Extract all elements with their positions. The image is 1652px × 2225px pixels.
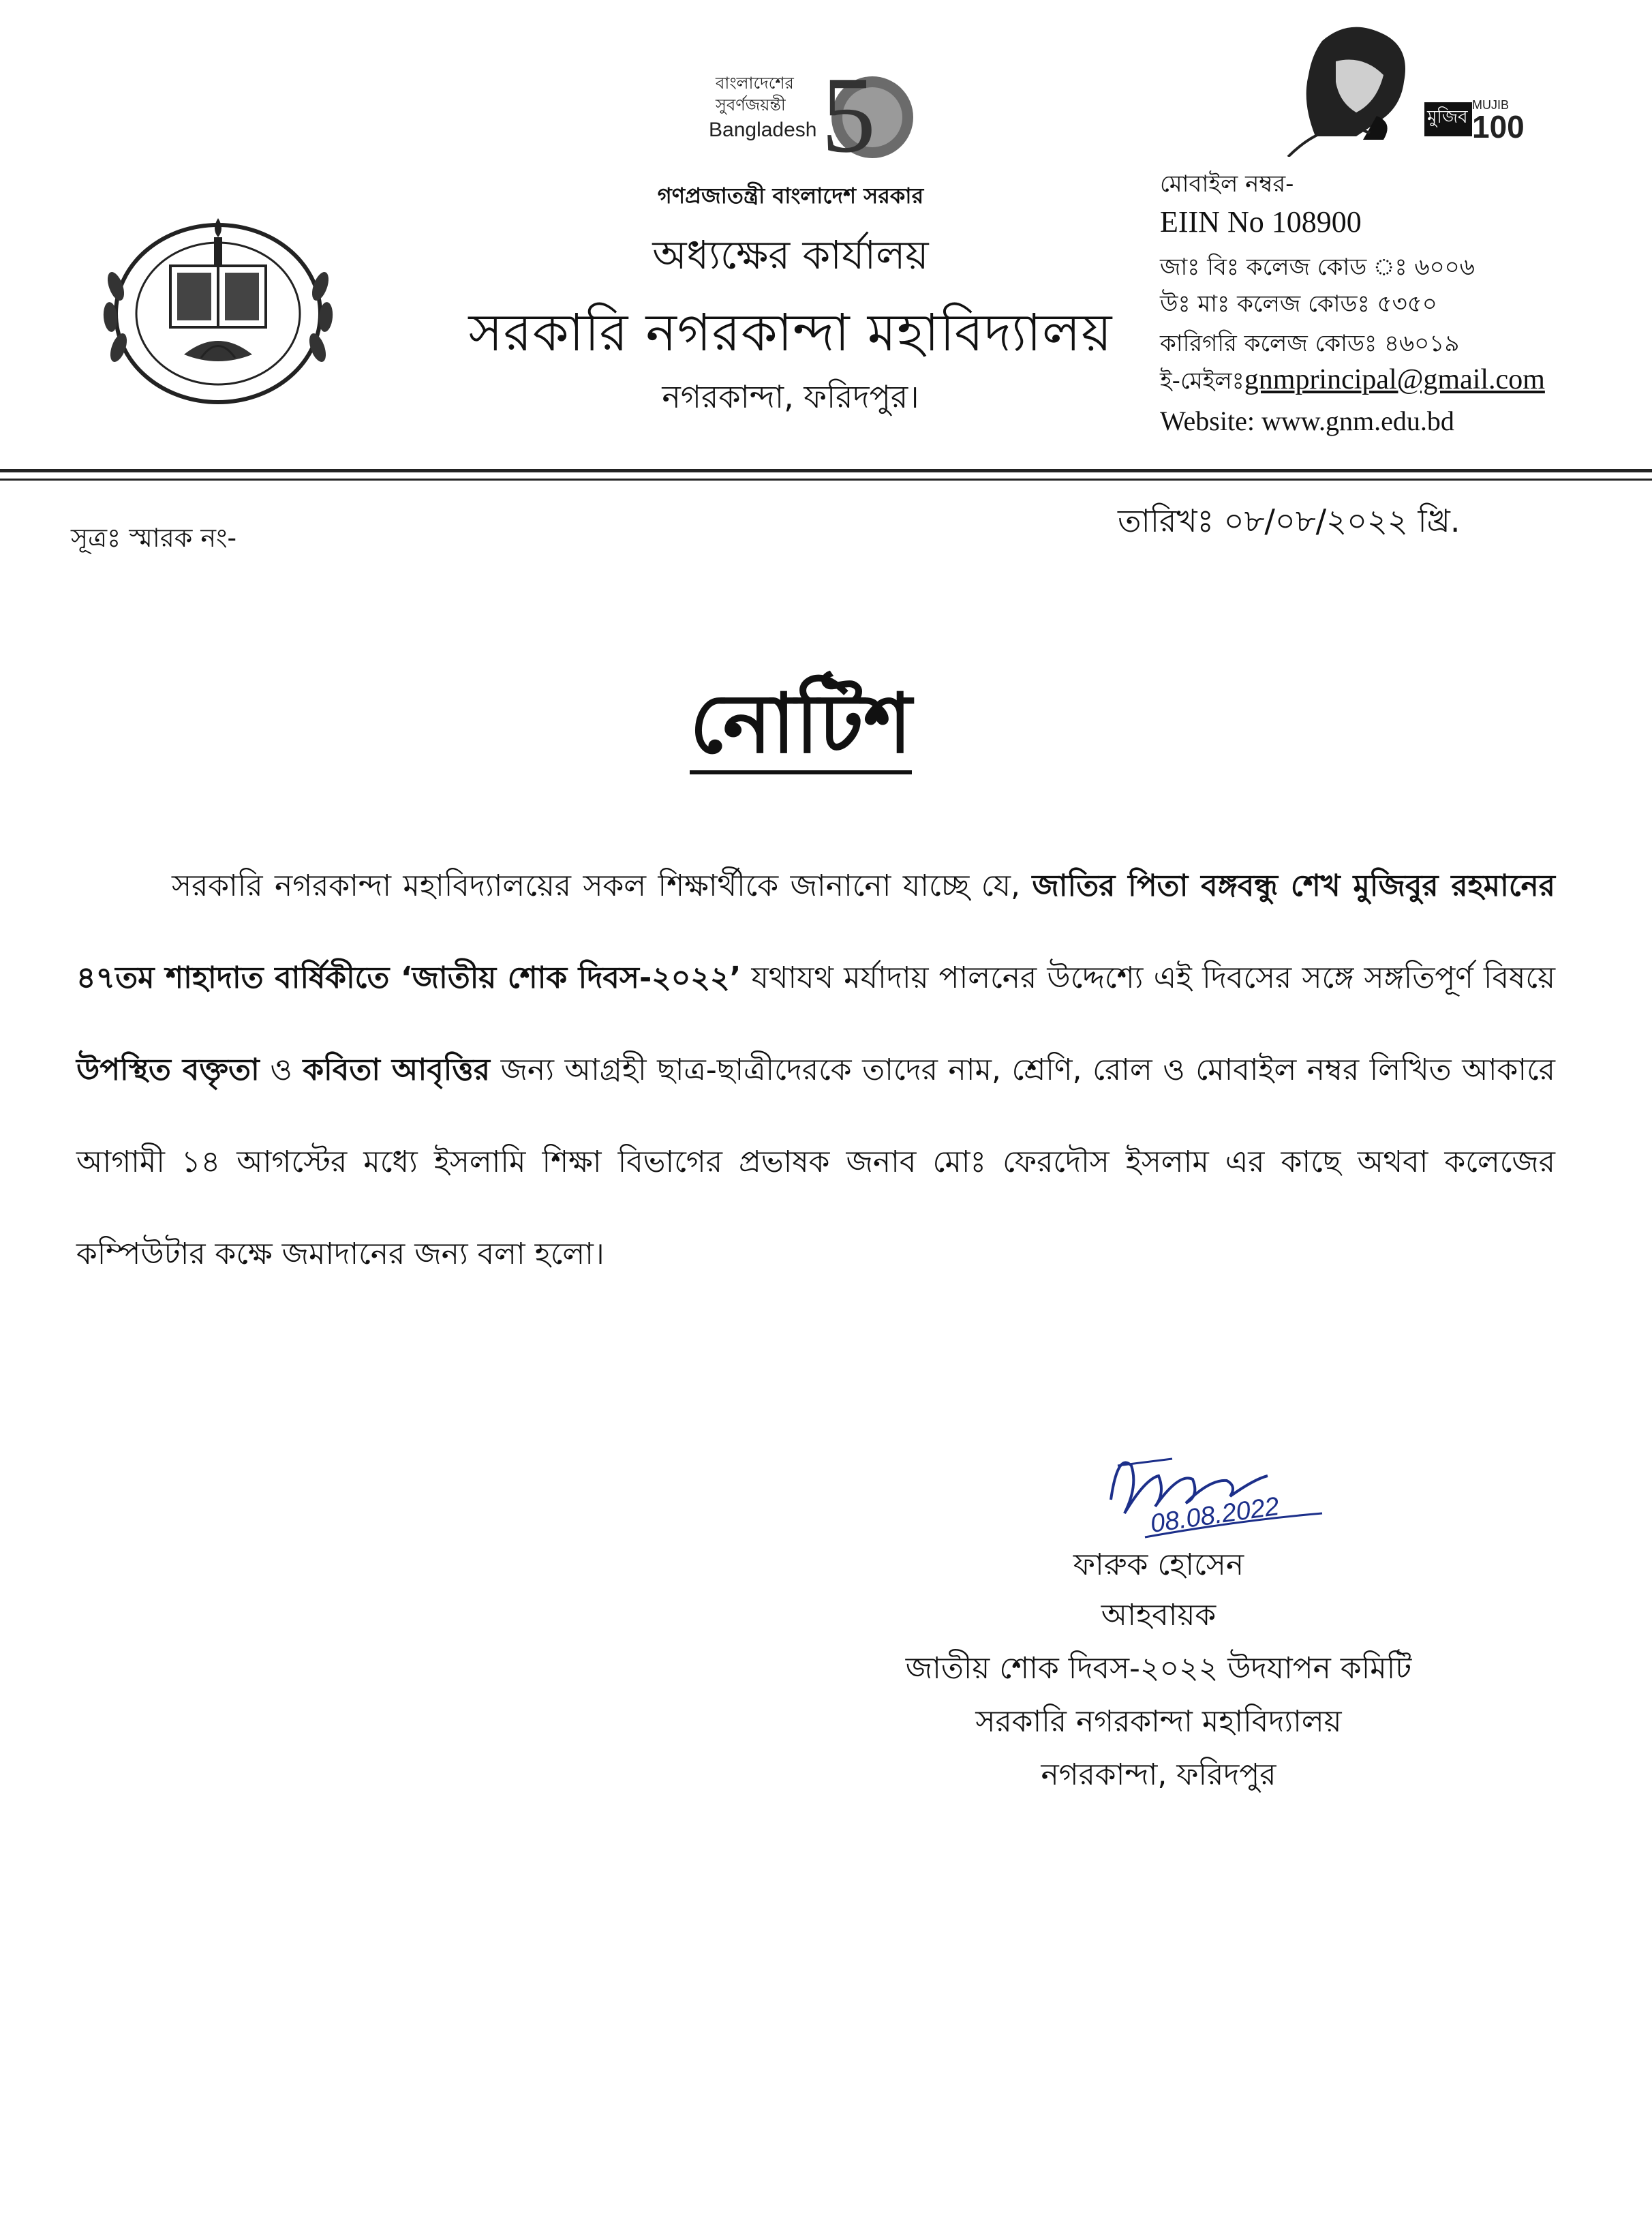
svg-text:100: 100 xyxy=(1472,109,1525,145)
college-name: সরকারি নগরকান্দা মহাবিদ্যালয় xyxy=(468,302,1113,363)
svg-text:5: 5 xyxy=(821,56,876,175)
eiin-number: EIIN No 108900 xyxy=(1160,205,1362,239)
technical-college-code: কারিগরি কলেজ কোডঃ ৪৬০১৯ xyxy=(1160,330,1460,357)
body-bold-occasion: জাতির পিতা বঙ্গবন্ধু শেখ মুজিবুর রহমানের ৪৭তম শাহাদাত বার্ষিকীতে ‘জাতীয় শোক দিবস-২০২২’ xyxy=(76,868,1555,995)
golden-jubilee-logo xyxy=(702,56,934,192)
header-divider-thin xyxy=(0,479,1652,481)
mobile-number-label: মোবাইল নম্বর- xyxy=(1160,170,1294,198)
svg-text:Bangladesh: Bangladesh xyxy=(709,119,817,141)
body-part-3: ও xyxy=(259,1053,303,1087)
college-emblem-logo xyxy=(89,205,348,416)
government-name: গণপ্রজাতন্ত্রী বাংলাদেশ সরকার xyxy=(657,183,924,209)
college-location: নগরকান্দা, ফরিদপুর। xyxy=(662,378,919,415)
mujib-centenary-logo xyxy=(1274,20,1547,157)
body-part-4: জন্য আগ্রহী ছাত্র-ছাত্রীদেরকে তাদের নাম, শ্রেণি, রোল ও মোবাইল নম্বর লিখিত আকারে আগামী ১৪ আগস্টের মধ্যে ইসলামি শিক্ষা বিভাগের প্রভাষক জনাব মোঃ ফেরদৌস ইসলাম এর কাছে অথবা কলেজের কম্পিউটার কক্ষে জমাদানের জন্য বলা হলো। xyxy=(76,1053,1555,1271)
body-part-2: যথাযথ মর্যাদায় পালনের উদ্দেশ্যে এই দিবসের সঙ্গে সঙ্গতিপূর্ণ বিষয়ে xyxy=(741,960,1555,995)
header-divider xyxy=(0,469,1652,472)
signatory-role: আহবায়ক xyxy=(1101,1598,1217,1633)
national-university-code: জাঃ বিঃ কলেজ কোড ঃ ৬০০৬ xyxy=(1160,254,1475,281)
notice-title: নোটিশ xyxy=(690,682,912,774)
svg-text:মুজিব: মুজিব xyxy=(1427,107,1468,127)
signatory-name: ফারুক হোসেন xyxy=(1073,1547,1244,1582)
signature-date: 08.08.2022 xyxy=(1148,1492,1281,1539)
svg-text:সুবর্ণজয়ন্তী: সুবর্ণজয়ন্তী xyxy=(716,95,786,115)
signatory-location: নগরকান্দা, ফরিদপুর xyxy=(1041,1757,1276,1792)
svg-text:বাংলাদেশের: বাংলাদেশের xyxy=(716,74,794,93)
body-bold-recitation: কবিতা আবৃত্তির xyxy=(303,1053,490,1087)
office-name: অধ্যক্ষের কার্যালয় xyxy=(652,232,929,278)
email-row xyxy=(1160,363,1545,402)
body-bold-speech: উপস্থিত বক্তৃতা xyxy=(76,1053,260,1087)
svg-text:MUJIB: MUJIB xyxy=(1472,98,1509,112)
higher-secondary-code: উঃ মাঃ কলেজ কোডঃ ৫৩৫০ xyxy=(1160,290,1437,318)
document-date: তারিখঃ ০৮/০৮/২০২২ খ্রি. xyxy=(1118,502,1460,539)
signatory-college: সরকারি নগরকান্দা মহাবিদ্যালয় xyxy=(975,1704,1342,1739)
signatory-committee: জাতীয় শোক দিবস-২০২২ উদযাপন কমিটি xyxy=(905,1651,1412,1686)
handwritten-signature xyxy=(1090,1438,1349,1541)
email-label: ই-মেইলঃ xyxy=(1160,367,1244,395)
email-link[interactable]: gnmprincipal@gmail.com xyxy=(1244,364,1545,395)
body-part-1: সরকারি নগরকান্দা মহাবিদ্যালয়ের সকল শিক্ষার্থীকে জানানো যাচ্ছে যে, xyxy=(172,868,1032,903)
website-link[interactable]: Website: www.gnm.edu.bd xyxy=(1160,406,1454,436)
notice-body xyxy=(76,840,1555,1300)
reference-number: সূত্রঃ স্মারক নং- xyxy=(71,523,237,553)
